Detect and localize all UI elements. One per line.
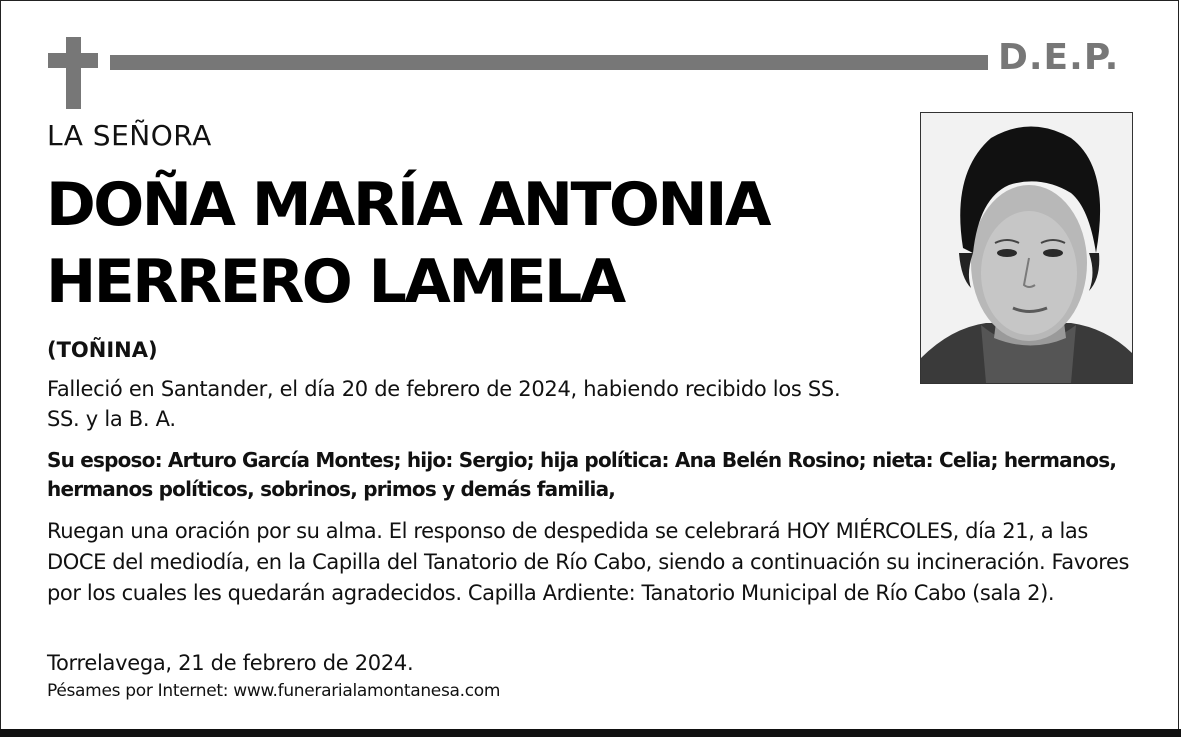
bottom-band	[0, 729, 1181, 737]
death-text: Falleció en Santander, el día 20 de febrero de 2024, habiendo recibido los SS. SS. y la B. A.	[47, 377, 841, 431]
name-line-1: DOÑA MARÍA ANTONIA	[46, 170, 769, 240]
header-rule	[110, 55, 988, 70]
title-prefix: LA SEÑORA	[47, 119, 212, 152]
cross-icon	[48, 37, 98, 109]
portrait-image	[921, 113, 1132, 383]
place-date: Torrelavega, 21 de febrero de 2024.	[47, 651, 414, 675]
dep-label: D.E.P.	[998, 37, 1120, 78]
nickname: (TOÑINA)	[47, 338, 158, 362]
name-line-2: HERRERO LAMELA	[46, 247, 624, 317]
portrait-photo	[920, 112, 1133, 384]
condolences-web: Pésames por Internet: www.funerarialamontanesa.com	[47, 681, 501, 701]
deceased-name	[46, 167, 896, 321]
family-list: Su esposo: Arturo García Montes; hijo: Sergio; hija política: Ana Belén Rosino; nieta: Celia; hermanos, hermanos políticos, sobrinos, primos y demás familia,	[47, 448, 1117, 501]
ceremony-text: Ruegan una oración por su alma. El responso de despedida se celebrará HOY MIÉRCOLES, día 21, a las DOCE del mediodía, en la Capilla del Tanatorio de Río Cabo, siendo a continuación su incineración. Favores por los cuales les quedarán agradecidos. Capilla Ardiente: Tanatorio Municipal de Río Cabo (sala 2).	[47, 519, 1130, 605]
